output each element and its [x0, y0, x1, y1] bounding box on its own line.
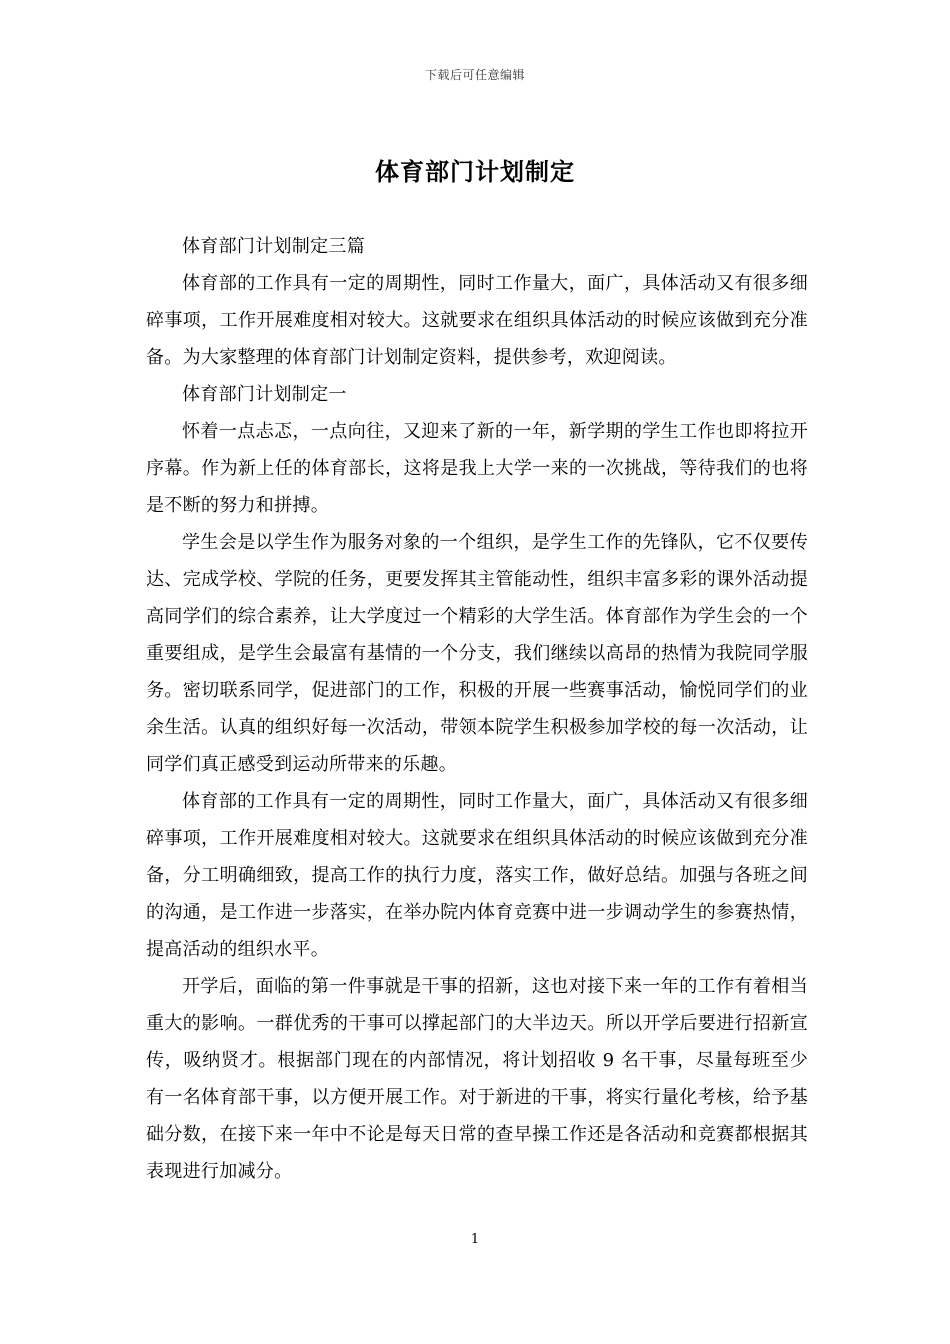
paragraph: 怀着一点忐忑，一点向往，又迎来了新的一年，新学期的学生工作也即将拉开序幕。作为新上任的体育部长，这将是我上大学一来的一次挑战，等待我们的也将是不断的努力和拼搏。: [146, 421, 808, 516]
document-body: [146, 228, 808, 1190]
document-title: 体育部门计划制定: [375, 157, 575, 186]
header-note: 下载后可任意编辑: [424, 68, 525, 82]
paragraph-subtitle: 体育部门计划制定三篇: [182, 236, 365, 257]
paragraph-section-heading: 体育部门计划制定一: [182, 384, 347, 405]
paragraph: 开学后，面临的第一件事就是干事的招新，这也对接下来一年的工作有着相当重大的影响。一群优秀的干事可以撑起部门的大半边天。所以开学后要进行招新宣传，吸纳贤才。根据部门现在的内部情况，将计划招收 9 名干事，尽量每班至少有一名体育部干事，以方便开展工作。对于新进的干事，将实行量化考核，给予基础分数，在接下来一年中不论是每天日常的查早操工作还是各活动和竞赛都根据其表现进行加减分。: [146, 976, 808, 1182]
paragraph: 学生会是以学生作为服务对象的一个组织，是学生工作的先锋队，它不仅要传达、完成学校、学院的任务，更要发挥其主管能动性，组织丰富多彩的课外活动提高同学们的综合素养，让大学度过一个精彩的大学生活。体育部作为学生会的一个重要组成，是学生会最富有基情的一个分支，我们继续以高昂的热情为我院同学服务。密切联系同学，促进部门的工作，积极的开展一些赛事活动，愉悦同学们的业余生活。认真的组织好每一次活动，带领本院学生积极参加学校的每一次活动，让同学们真正感受到运动所带来的乐趣。: [146, 532, 808, 775]
paragraph: 体育部的工作具有一定的周期性，同时工作量大，面广，具体活动又有很多细碎事项，工作开展难度相对较大。这就要求在组织具体活动的时候应该做到充分准备，分工明确细致，提高工作的执行力度，落实工作，做好总结。加强与各班之间的沟通，是工作进一步落实，在举办院内体育竞赛中进一步调动学生的参赛热情，提高活动的组织水平。: [146, 791, 808, 960]
page-number: 1: [470, 1232, 480, 1247]
paragraph-intro: 体育部的工作具有一定的周期性，同时工作量大，面广，具体活动又有很多细碎事项，工作开展难度相对较大。这就要求在组织具体活动的时候应该做到充分准备。为大家整理的体育部门计划制定资料，提供参考，欢迎阅读。: [146, 273, 808, 368]
